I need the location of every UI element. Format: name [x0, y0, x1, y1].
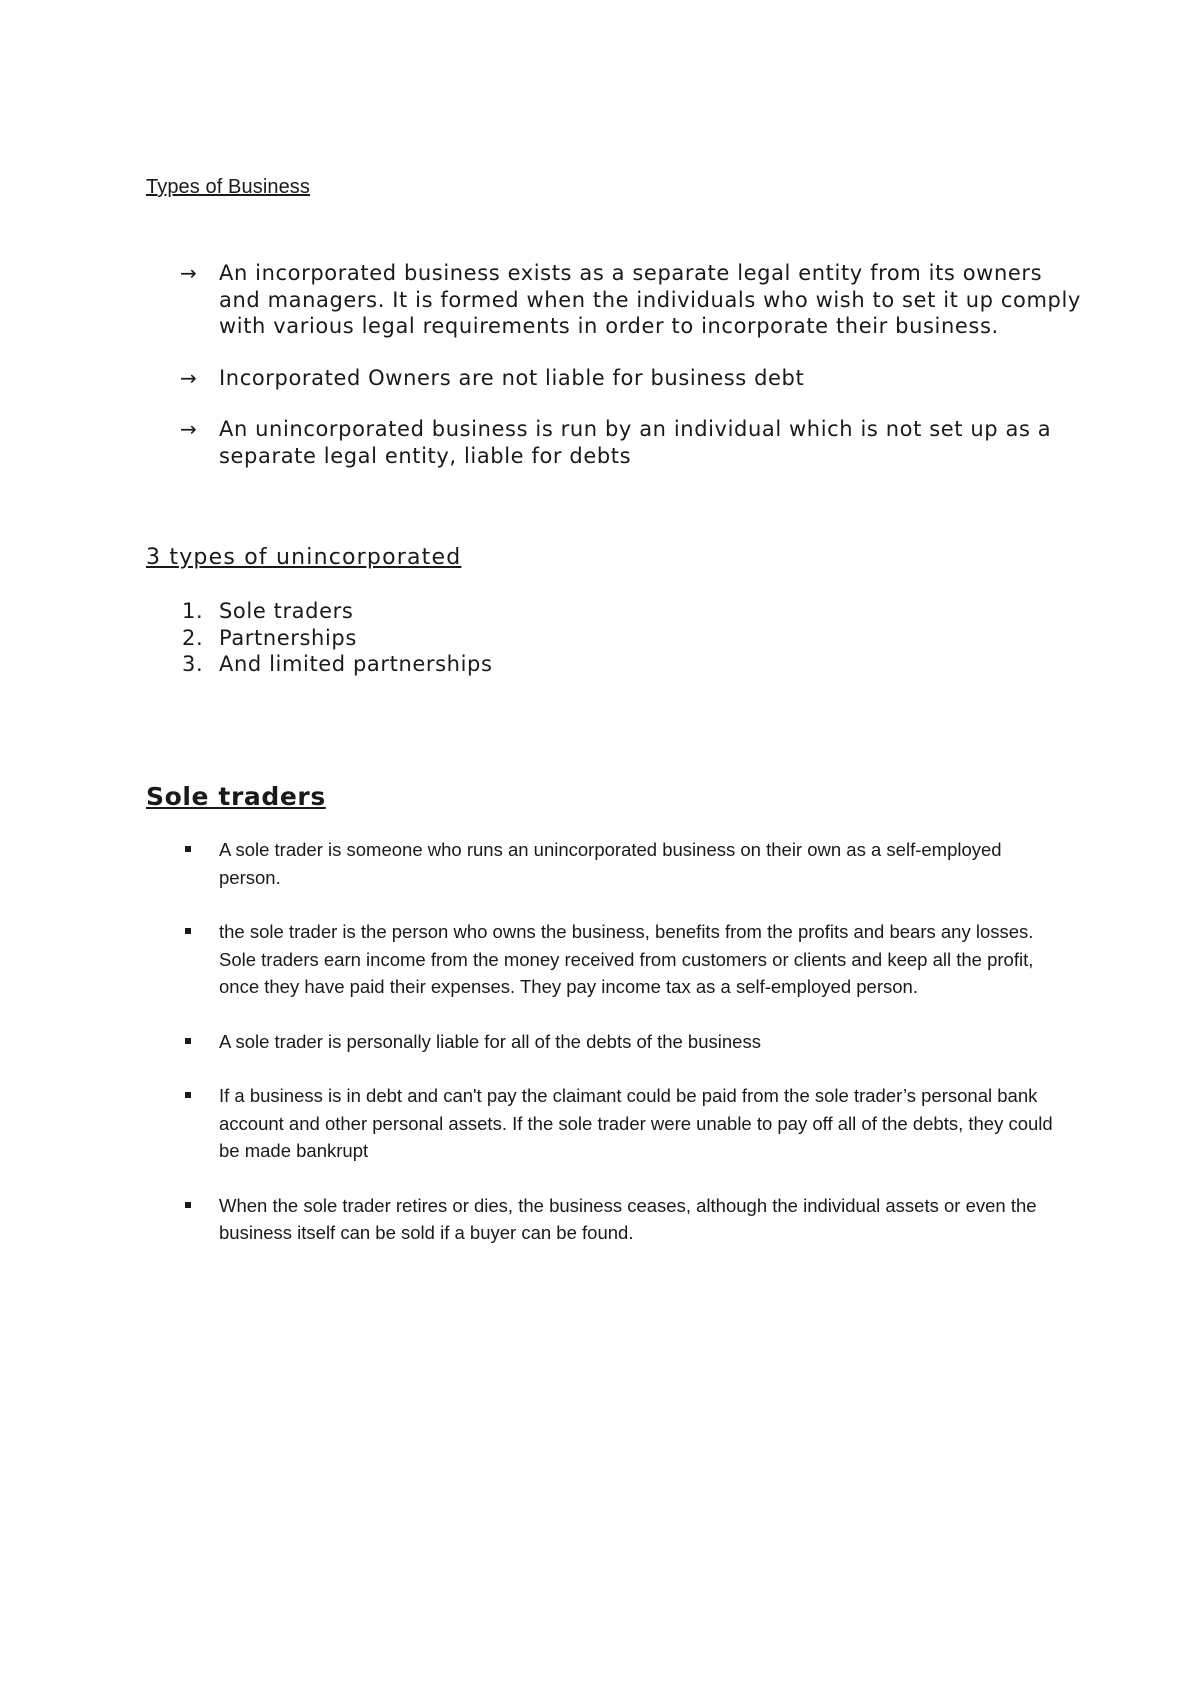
intro-point-list: [146, 260, 1086, 494]
list-item: [146, 260, 1086, 340]
square-bullet-icon: [185, 1038, 191, 1044]
list-item: [146, 625, 493, 652]
list-item: [146, 918, 1066, 1001]
page-title: Types of Business: [146, 176, 311, 198]
list-item: [146, 836, 1066, 891]
list-item: [146, 365, 1086, 392]
list-item: [146, 1192, 1066, 1247]
square-bullet-icon: [185, 1202, 191, 1208]
list-number: 2.: [182, 625, 204, 650]
arrow-icon: →: [180, 261, 198, 285]
list-item-text: A sole trader is someone who runs an unincorporated business on their own as a self-employed person.: [219, 839, 1002, 888]
list-number: 1.: [182, 599, 204, 623]
arrow-icon: →: [180, 417, 198, 441]
list-item-text: When the sole trader retires or dies, the business ceases, although the individual assets or even the business itself can be sold if a buyer can be found.: [219, 1194, 1037, 1243]
unincorporated-heading: 3 types of unincorporated: [146, 545, 462, 570]
list-item-text: If a business is in debt and can't pay the claimant could be paid from the sole trader’s personal bank account and other personal assets. If the sole trader were unable to pay off all of the debts, they could be made bankrupt: [219, 1085, 1053, 1161]
list-item-text: An unincorporated business is run by an individual which is not set up as a separate legal entity, liable for debts: [219, 417, 1052, 468]
list-item-text: A sole trader is personally liable for all of the debts of the business: [219, 1030, 761, 1052]
sole-traders-point-list: [146, 836, 1066, 1274]
arrow-icon: →: [180, 365, 198, 390]
list-item-text: An incorporated business exists as a separate legal entity from its owners and managers. It is formed when the individuals who wish to set it up comply with various legal requirements in order to incorporate their business.: [219, 261, 1081, 338]
list-item-text: Sole traders: [219, 599, 354, 623]
list-item: [146, 1028, 1066, 1056]
list-number: 3.: [182, 652, 204, 676]
list-item: [146, 651, 493, 678]
square-bullet-icon: [185, 846, 191, 852]
square-bullet-icon: [185, 1092, 191, 1098]
square-bullet-icon: [185, 928, 191, 934]
list-item-text: And limited partnerships: [219, 652, 493, 676]
list-item: [146, 416, 1086, 469]
list-item: [146, 1082, 1066, 1165]
sole-traders-heading: Sole traders: [146, 782, 326, 811]
list-item: [146, 598, 493, 625]
list-item-text: the sole trader is the person who owns the business, benefits from the profits and bears any losses. Sole traders earn income from the money received from customers or clients and keep all the profit, once they have paid their expenses. They pay income tax as a self-employed person.: [219, 921, 1034, 997]
list-item-text: Partnerships: [219, 625, 357, 650]
list-item-text: Incorporated Owners are not liable for business debt: [219, 365, 805, 390]
unincorporated-type-list: [146, 598, 493, 678]
